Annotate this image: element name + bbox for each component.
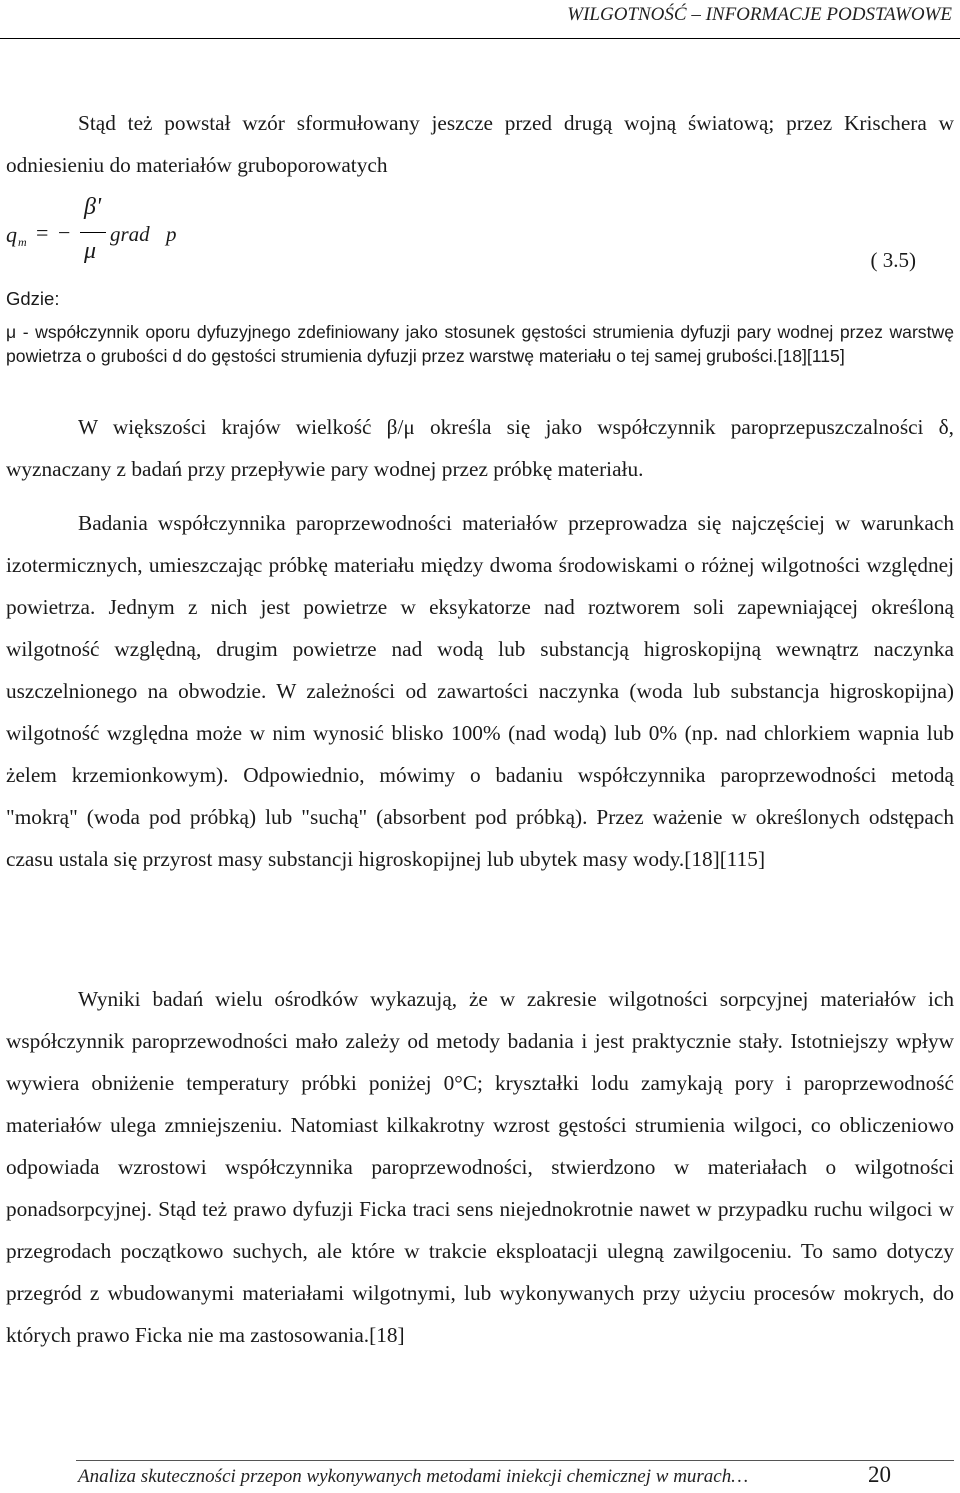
- running-header: WILGOTNOŚĆ – INFORMACJE PODSTAWOWE: [567, 4, 952, 25]
- formula-subscript: m: [18, 235, 27, 249]
- page-number: 20: [868, 1462, 891, 1487]
- formula-grad: grad: [110, 222, 150, 246]
- mu-definition: μ - współczynnik oporu dyfuzyjnego zdefiniowany jako stosunek gęstości strumienia dyfuzji pary wodnej przez warstwę powietrza o grubości d do gęstości strumienia dyfuzji przez warstwę materiału o tej samej grubości.[18][115]: [6, 322, 954, 366]
- formula-3-5: [6, 194, 954, 272]
- paragraph-permeability: W większości krajów wielkość β/μ określa się jako współczynnik paroprzepuszczalności δ, wyznaczany z badań przy przepływie pary wodnej przez próbkę materiału.: [6, 415, 954, 481]
- footer-rule: [76, 1460, 954, 1461]
- running-footer: Analiza skuteczności przepon wykonywanych metodami iniekcji chemicznej w murach…: [78, 1466, 749, 1487]
- intro-paragraph: Stąd też powstał wzór sformułowany jeszcze przed drugą wojną światową; przez Krischera w odniesieniu do materiałów gruboporowatych: [6, 111, 954, 177]
- formula-minus: −: [58, 220, 71, 245]
- paragraph-testing-method: Badania współczynnika paroprzewodności materiałów przeprowadza się najczęściej w warunkach izotermicznych, umieszczając próbkę materiału między dwoma środowiskami o różnej wilgotności względnej powietrza. Jednym z nich jest powietrze w eksykatorze nad roztworem soli zapewniającej określoną wilgotność względną, drugim powietrze nad wodą lub substancją higroskopijną wewnątrz naczynka uszczelnionego na obwodzie. W zależności od zawartości naczynka (woda lub substancja higroskopijna) wilgotność względna może w nim wynosić blisko 100% (nad wodą) lub 0% (np. nad chlorkiem wapnia lub żelem krzemionkowym). Odpowiednio, mówimy o badaniu współczynnika paroprzewodności metodą "mokrą" (woda pod próbką) lub "suchą" (absorbent pod próbką). Przez ważenie w określonych odstępach czasu ustala się przyrost masy substancji higroskopijnej lub ubytek masy wody.[18][115]: [6, 511, 954, 871]
- formula-number: ( 3.5): [870, 248, 916, 272]
- formula-fraction-bar: [80, 232, 106, 233]
- formula-q: q: [6, 222, 17, 247]
- formula-numerator: β': [84, 194, 102, 220]
- formula-equals: =: [36, 220, 49, 245]
- where-label: Gdzie:: [6, 288, 60, 309]
- formula-denominator: μ: [84, 238, 97, 264]
- header-rule: [0, 38, 960, 39]
- paragraph-results: Wyniki badań wielu ośrodków wykazują, że w zakresie wilgotności sorpcyjnej materiałów ich współczynnik paroprzewodności mało zależy od metody badania i jest praktycznie stały. Istotniejszy wpływ wywiera obniżenie temperatury próbki poniżej 0°C; kryształki lodu zamykają pory i paroprzewodność materiałów ulega zmniejszeniu. Natomiast kilkakrotny wzrost gęstości strumienia wilgoci, co obliczeniowo odpowiada wzrostowi współczynnika paroprzewodności, stwierdzono w materiałach o wilgotności ponadsorpcyjnej. Stąd też prawo dyfuzji Ficka traci sens niejednokrotnie nawet w przypadku ruchu wilgoci w przegrodach początkowo suchych, ale które w trakcie eksploatacji ulegną zawilgoceniu. To samo dotyczy przegród z wbudowanymi materiałami wilgotnymi, lub wykonywanych przy użyciu procesów mokrych, do których prawo Ficka nie ma zastosowania.[18]: [6, 987, 954, 1347]
- formula-p: p: [166, 222, 177, 246]
